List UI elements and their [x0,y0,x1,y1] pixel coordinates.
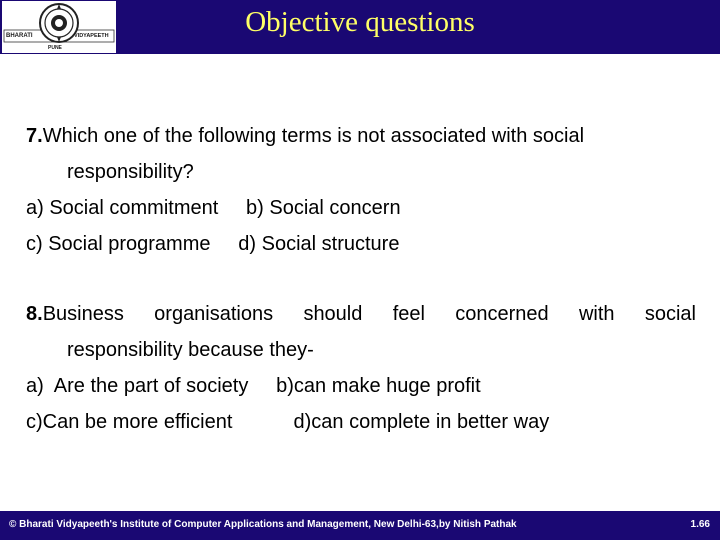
spacer [26,262,696,296]
question-7-options-row1: a) Social commitment b) Social concern [26,197,401,219]
question-8-options-row1: a) Are the part of society b)can make huge profit [26,375,481,397]
question-8-text: Business organisations should feel concerned with social [42,303,696,325]
page-title: Objective questions [245,6,475,38]
question-8-line2: responsibility because they- [67,339,314,361]
question-7-line2: responsibility? [67,161,194,183]
question-7 [26,118,696,262]
header-bar [0,0,720,54]
footer-copyright: © Bharati Vidyapeeth's Institute of Computer Applications and Management, New Delhi-63,by Nitish Pathak [9,519,517,530]
question-8 [26,296,696,440]
question-8-options-row2: c)Can be more efficient d)can complete in better way [26,411,550,433]
footer-bar [0,511,720,540]
logo-text-bottom: PUNE [48,45,62,51]
logo-text-right: VIDYAPEETH [74,33,109,39]
page-number: 1.66 [690,519,710,530]
question-8-line1 [26,296,696,332]
question-8-number: 8. [26,303,43,325]
questions-content [26,118,696,440]
question-7-options-row2: c) Social programme d) Social structure [26,233,400,255]
question-7-number: 7. [26,125,43,147]
logo-text-left: BHARATI [6,33,33,39]
question-7-line1 [26,118,696,154]
question-7-text: Which one of the following terms is not associated with social [42,125,585,147]
